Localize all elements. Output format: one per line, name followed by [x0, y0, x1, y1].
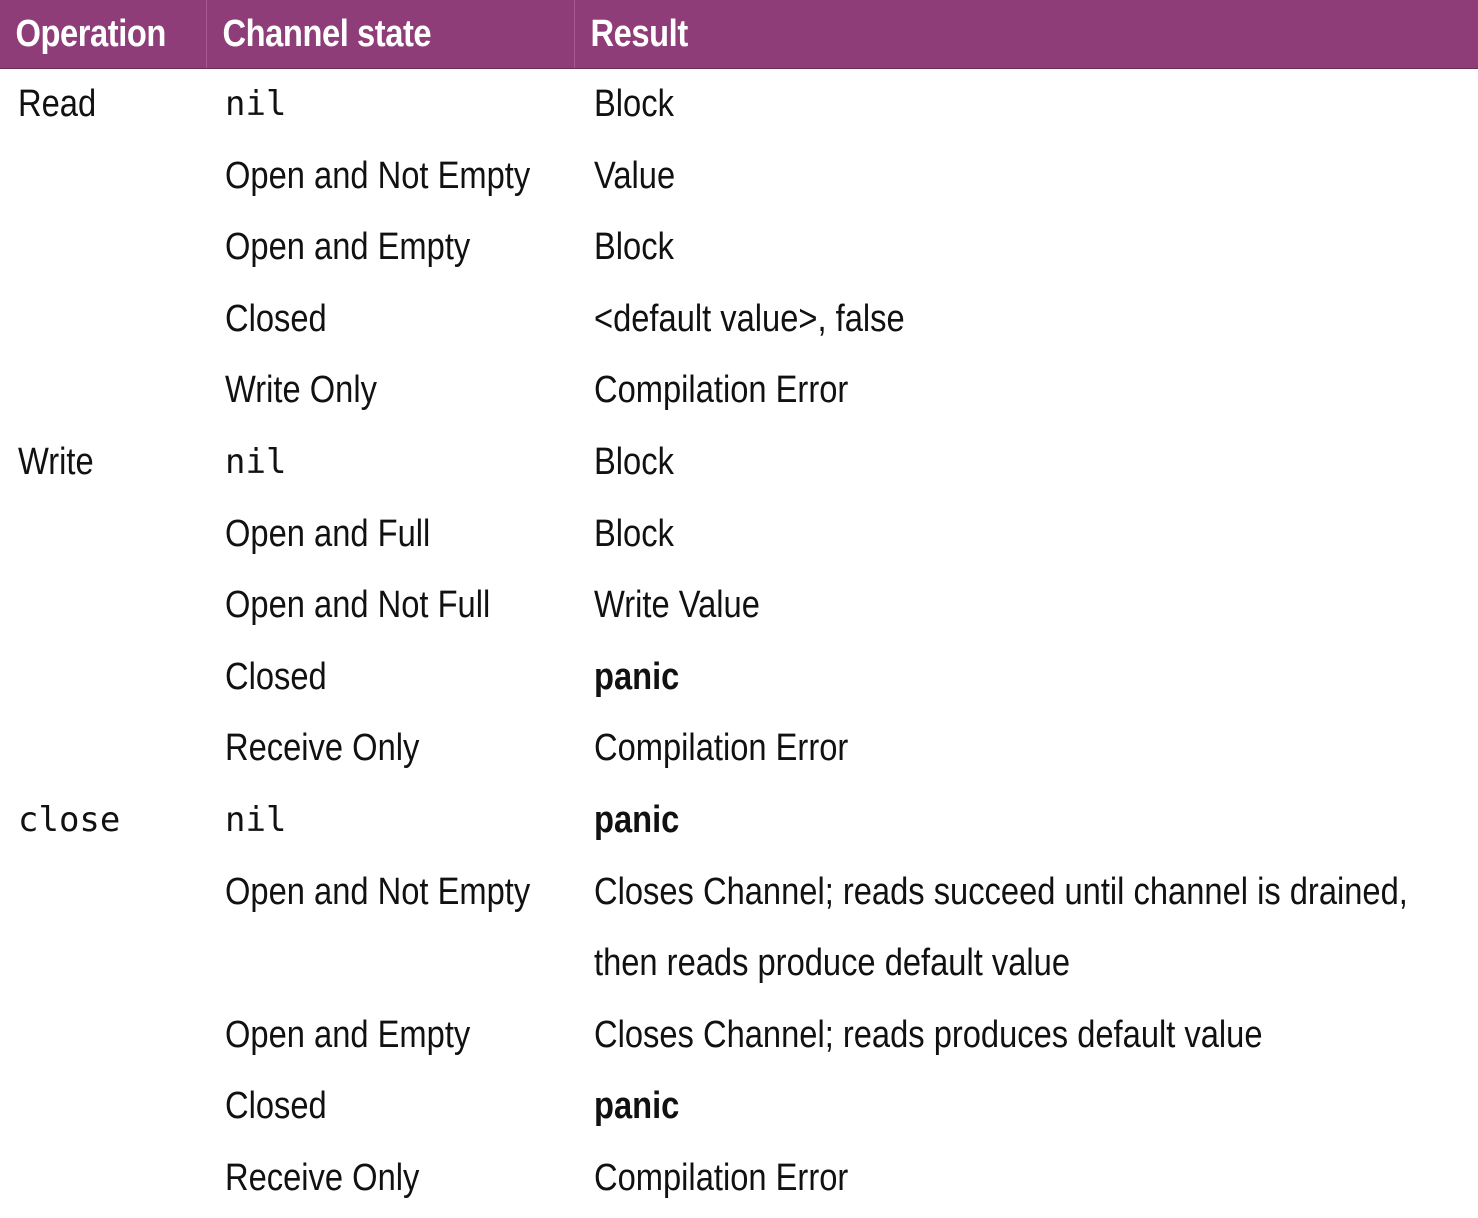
result-cell [575, 212, 1478, 284]
channel-state-label: nil [225, 441, 287, 482]
operation-cell [0, 785, 207, 1215]
header-cell-result [575, 0, 1478, 68]
channel-state-label: Open and Not Empty [225, 154, 531, 197]
operation-rows [207, 427, 1478, 785]
result-text: Compilation Error [594, 1156, 849, 1199]
channel-state-cell [207, 857, 575, 1000]
operation-label: close [18, 799, 121, 840]
header-label-channel-state: Channel state [222, 13, 432, 55]
channel-state-cell [207, 570, 575, 642]
table-row [207, 427, 1478, 499]
result-text: Block [594, 83, 674, 125]
result-text: panic [594, 655, 680, 698]
table-row [207, 141, 1478, 213]
channel-state-label: nil [225, 84, 287, 124]
operation-group [0, 69, 1478, 427]
channel-state-label: Receive Only [225, 1156, 420, 1199]
table-row [207, 1071, 1478, 1143]
channel-state-cell [207, 1143, 575, 1215]
result-text: Closes Channel; reads succeed until channel is drained, [594, 870, 1408, 913]
table-body [0, 69, 1478, 1215]
channel-state-cell [207, 69, 575, 141]
result-text: Value [594, 154, 676, 197]
table-row [207, 1000, 1478, 1072]
result-cell [575, 857, 1478, 1000]
result-text: Compilation Error [594, 369, 849, 412]
channel-state-label: Receive Only [225, 727, 420, 770]
table-row [207, 212, 1478, 284]
header-label-operation: Operation [15, 13, 166, 55]
operation-rows [207, 785, 1478, 1215]
header-cell-operation [0, 0, 207, 68]
table-row [207, 713, 1478, 785]
operation-group [0, 427, 1478, 785]
result-text: panic [594, 1085, 680, 1128]
result-cell [575, 713, 1478, 785]
result-cell [575, 785, 1478, 857]
channel-state-cell [207, 713, 575, 785]
table-row [207, 570, 1478, 642]
result-text: then reads produce default value [594, 942, 1071, 985]
channel-state-cell [207, 1000, 575, 1072]
operation-group [0, 785, 1478, 1215]
channel-state-cell [207, 785, 575, 857]
table-row [207, 355, 1478, 427]
channel-state-cell [207, 284, 575, 356]
table-row [207, 1143, 1478, 1215]
channel-state-cell [207, 427, 575, 499]
header-label-result: Result [590, 13, 688, 55]
result-cell [575, 570, 1478, 642]
result-cell [575, 1000, 1478, 1072]
channel-state-label: Open and Not Empty [225, 870, 531, 913]
result-cell [575, 1143, 1478, 1215]
channel-state-label: Closed [225, 1085, 327, 1128]
channel-state-label: Open and Empty [225, 226, 471, 269]
table-header [0, 0, 1478, 69]
operation-cell [0, 427, 207, 785]
result-text: Block [594, 440, 674, 483]
channel-state-label: nil [225, 799, 287, 840]
channel-state-cell [207, 642, 575, 714]
channel-state-label: Open and Full [225, 512, 431, 555]
table-row [207, 499, 1478, 571]
result-cell [575, 355, 1478, 427]
operation-cell [0, 69, 207, 427]
result-cell [575, 427, 1478, 499]
channel-state-label: Closed [225, 297, 327, 340]
channel-state-label: Write Only [225, 369, 377, 412]
result-text: Compilation Error [594, 727, 849, 770]
operation-label: Write [18, 440, 94, 483]
result-cell [575, 642, 1478, 714]
operation-label: Read [18, 83, 97, 125]
channel-state-label: Closed [225, 655, 327, 698]
channel-state-cell [207, 499, 575, 571]
result-cell [575, 141, 1478, 213]
table-row [207, 69, 1478, 141]
result-cell [575, 284, 1478, 356]
result-text: Block [594, 512, 674, 555]
result-cell [575, 69, 1478, 141]
operation-rows [207, 69, 1478, 427]
channel-state-cell [207, 141, 575, 213]
channel-state-cell [207, 1071, 575, 1143]
channel-state-label: Open and Not Full [225, 584, 491, 627]
result-text: Block [594, 226, 674, 269]
channel-state-cell [207, 212, 575, 284]
table-row [207, 642, 1478, 714]
result-text: Write Value [594, 584, 760, 627]
result-cell [575, 1071, 1478, 1143]
result-text: <default value>, false [594, 297, 905, 340]
table-row [207, 284, 1478, 356]
channel-state-label: Open and Empty [225, 1013, 471, 1056]
result-text: panic [594, 798, 680, 841]
result-text: Closes Channel; reads produces default value [594, 1013, 1263, 1056]
table-row [207, 857, 1478, 1000]
header-cell-channel-state [207, 0, 575, 68]
channel-state-cell [207, 355, 575, 427]
table-row [207, 785, 1478, 857]
result-cell [575, 499, 1478, 571]
